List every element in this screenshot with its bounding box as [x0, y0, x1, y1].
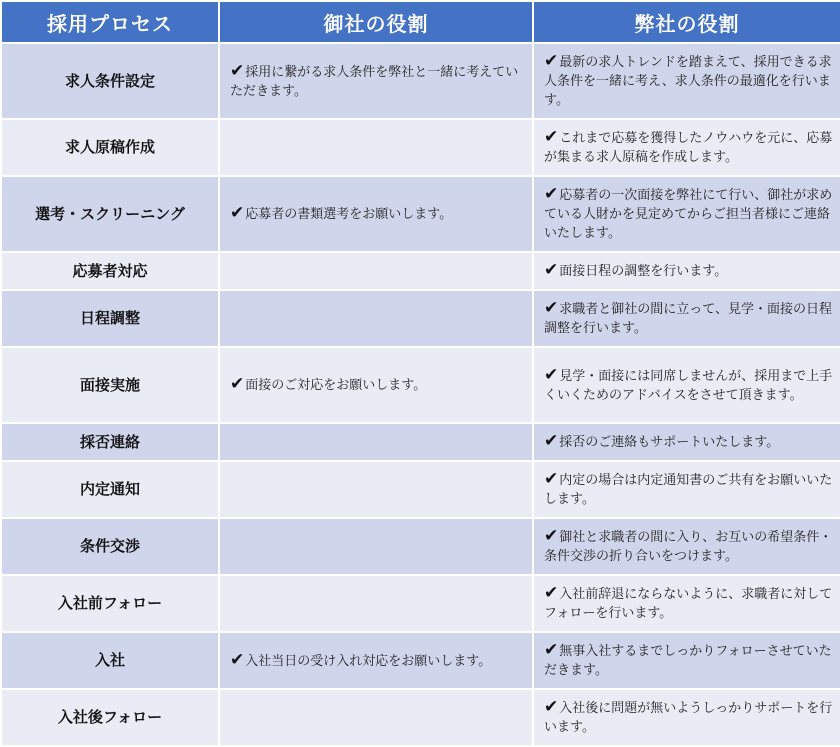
our-role-cell: [533, 43, 840, 119]
client-role-cell: [219, 43, 533, 119]
checkmark-icon: ✔: [544, 364, 559, 385]
client-role-cell: [219, 575, 533, 632]
table-row: [1, 290, 840, 347]
checkmark-icon: ✔: [544, 526, 559, 546]
header-row: [1, 1, 840, 43]
client-role-cell: [219, 252, 533, 290]
our-role-cell: [533, 347, 840, 423]
our-role-cell: [533, 119, 840, 176]
our-role-cell: [533, 632, 840, 689]
process-step: 面接実施: [1, 347, 219, 423]
client-role-cell: [219, 632, 533, 689]
our-role-text: 最新の求人トレンドを踏まえて、採用できる求人条件を一緒に考え、求人条件の最適化を行います。: [544, 55, 832, 108]
our-role-text: 御社と求職者の間に入り、お互いの希望条件・条件交渉の折り合いをつけます。: [544, 530, 833, 564]
table-row: [1, 347, 840, 423]
our-role-text: 求職者と御社の間に立って、見学・面接の日程調整を行います。: [544, 302, 832, 336]
our-role-cell: [533, 176, 840, 252]
process-step: 入社前フォロー: [1, 575, 219, 632]
table-row: [1, 252, 840, 290]
table-row: [1, 176, 840, 252]
process-step: 入社後フォロー: [1, 689, 219, 746]
checkmark-icon: ✔: [230, 203, 245, 223]
our-role-cell: [533, 290, 840, 347]
checkmark-icon: ✔: [544, 184, 559, 204]
header-our-role: 弊社の役割: [533, 1, 840, 43]
our-role-text: 無事入社するまでしっかりフォローさせていただきます。: [544, 644, 832, 678]
checkmark-icon: ✔: [544, 697, 559, 717]
client-role-text: 入社当日の受け入れ対応をお願いします。: [245, 653, 492, 669]
our-role-cell: [533, 252, 840, 290]
client-role-cell: [219, 461, 533, 518]
table-row: [1, 575, 840, 632]
process-step: 求人条件設定: [1, 43, 219, 119]
table-row: [1, 43, 840, 119]
checkmark-icon: ✔: [544, 469, 559, 489]
our-role-cell: [533, 461, 840, 518]
table-row: [1, 423, 840, 461]
checkmark-icon: ✔: [544, 431, 559, 451]
our-role-text: 応募者の一次面接を弊社にて行い、御社が求めている人財かを見定めてからご担当者様にご連絡いたします。: [544, 188, 833, 241]
checkmark-icon: ✔: [544, 127, 559, 147]
checkmark-icon: ✔: [544, 260, 559, 280]
table-row: [1, 119, 840, 176]
process-step: 選考・スクリーニング: [1, 176, 219, 252]
client-role-cell: [219, 119, 533, 176]
process-step: 内定通知: [1, 461, 219, 518]
process-step: 条件交渉: [1, 518, 219, 575]
checkmark-icon: ✔: [544, 583, 559, 603]
our-role-cell: [533, 575, 840, 632]
header-process: 採用プロセス: [1, 1, 219, 43]
checkmark-icon: ✔: [230, 374, 245, 394]
checkmark-icon: ✔: [544, 51, 559, 71]
client-role-cell: [219, 423, 533, 461]
our-role-text: 面接日程の調整を行います。: [559, 264, 728, 279]
table-row: [1, 689, 840, 746]
our-role-text: 見学・面接には同席しませんが、採用まで上手くいくためのアドバイスをさせて頂きます。: [544, 368, 833, 403]
client-role-text: 面接のご対応をお願いします。: [245, 378, 427, 393]
table-row: [1, 518, 840, 575]
process-step: 採否連絡: [1, 423, 219, 461]
our-role-text: 入社後に問題が無いようしっかりサポートを行います。: [544, 701, 833, 735]
table-row: [1, 632, 840, 689]
checkmark-icon: ✔: [230, 649, 245, 670]
our-role-text: 入社前辞退にならないように、求職者に対してフォローを行います。: [544, 587, 833, 621]
header-client-role: 御社の役割: [219, 1, 533, 43]
process-step: 日程調整: [1, 290, 219, 347]
our-role-cell: [533, 423, 840, 461]
process-step: 応募者対応: [1, 252, 219, 290]
client-role-text: 採用に繋がる求人条件を弊社と一緒に考えていただきます。: [230, 64, 519, 99]
our-role-cell: [533, 689, 840, 746]
our-role-text: これまで応募を獲得したノウハウを元に、応募が集まる求人原稿を作成します。: [544, 131, 833, 165]
checkmark-icon: ✔: [544, 298, 559, 318]
client-role-cell: [219, 689, 533, 746]
client-role-cell: [219, 518, 533, 575]
our-role-cell: [533, 518, 840, 575]
table-row: [1, 461, 840, 518]
checkmark-icon: ✔: [544, 640, 559, 660]
client-role-cell: [219, 347, 533, 423]
client-role-text: 応募者の書類選考をお願いします。: [245, 207, 453, 222]
our-role-text: 採否のご連絡もサポートいたします。: [559, 435, 780, 450]
our-role-text: 内定の場合は内定通知書のご共有をお願いいたします。: [544, 473, 833, 507]
client-role-cell: [219, 176, 533, 252]
client-role-cell: [219, 290, 533, 347]
process-step: 入社: [1, 632, 219, 689]
checkmark-icon: ✔: [230, 60, 245, 81]
process-step: 求人原稿作成: [1, 119, 219, 176]
